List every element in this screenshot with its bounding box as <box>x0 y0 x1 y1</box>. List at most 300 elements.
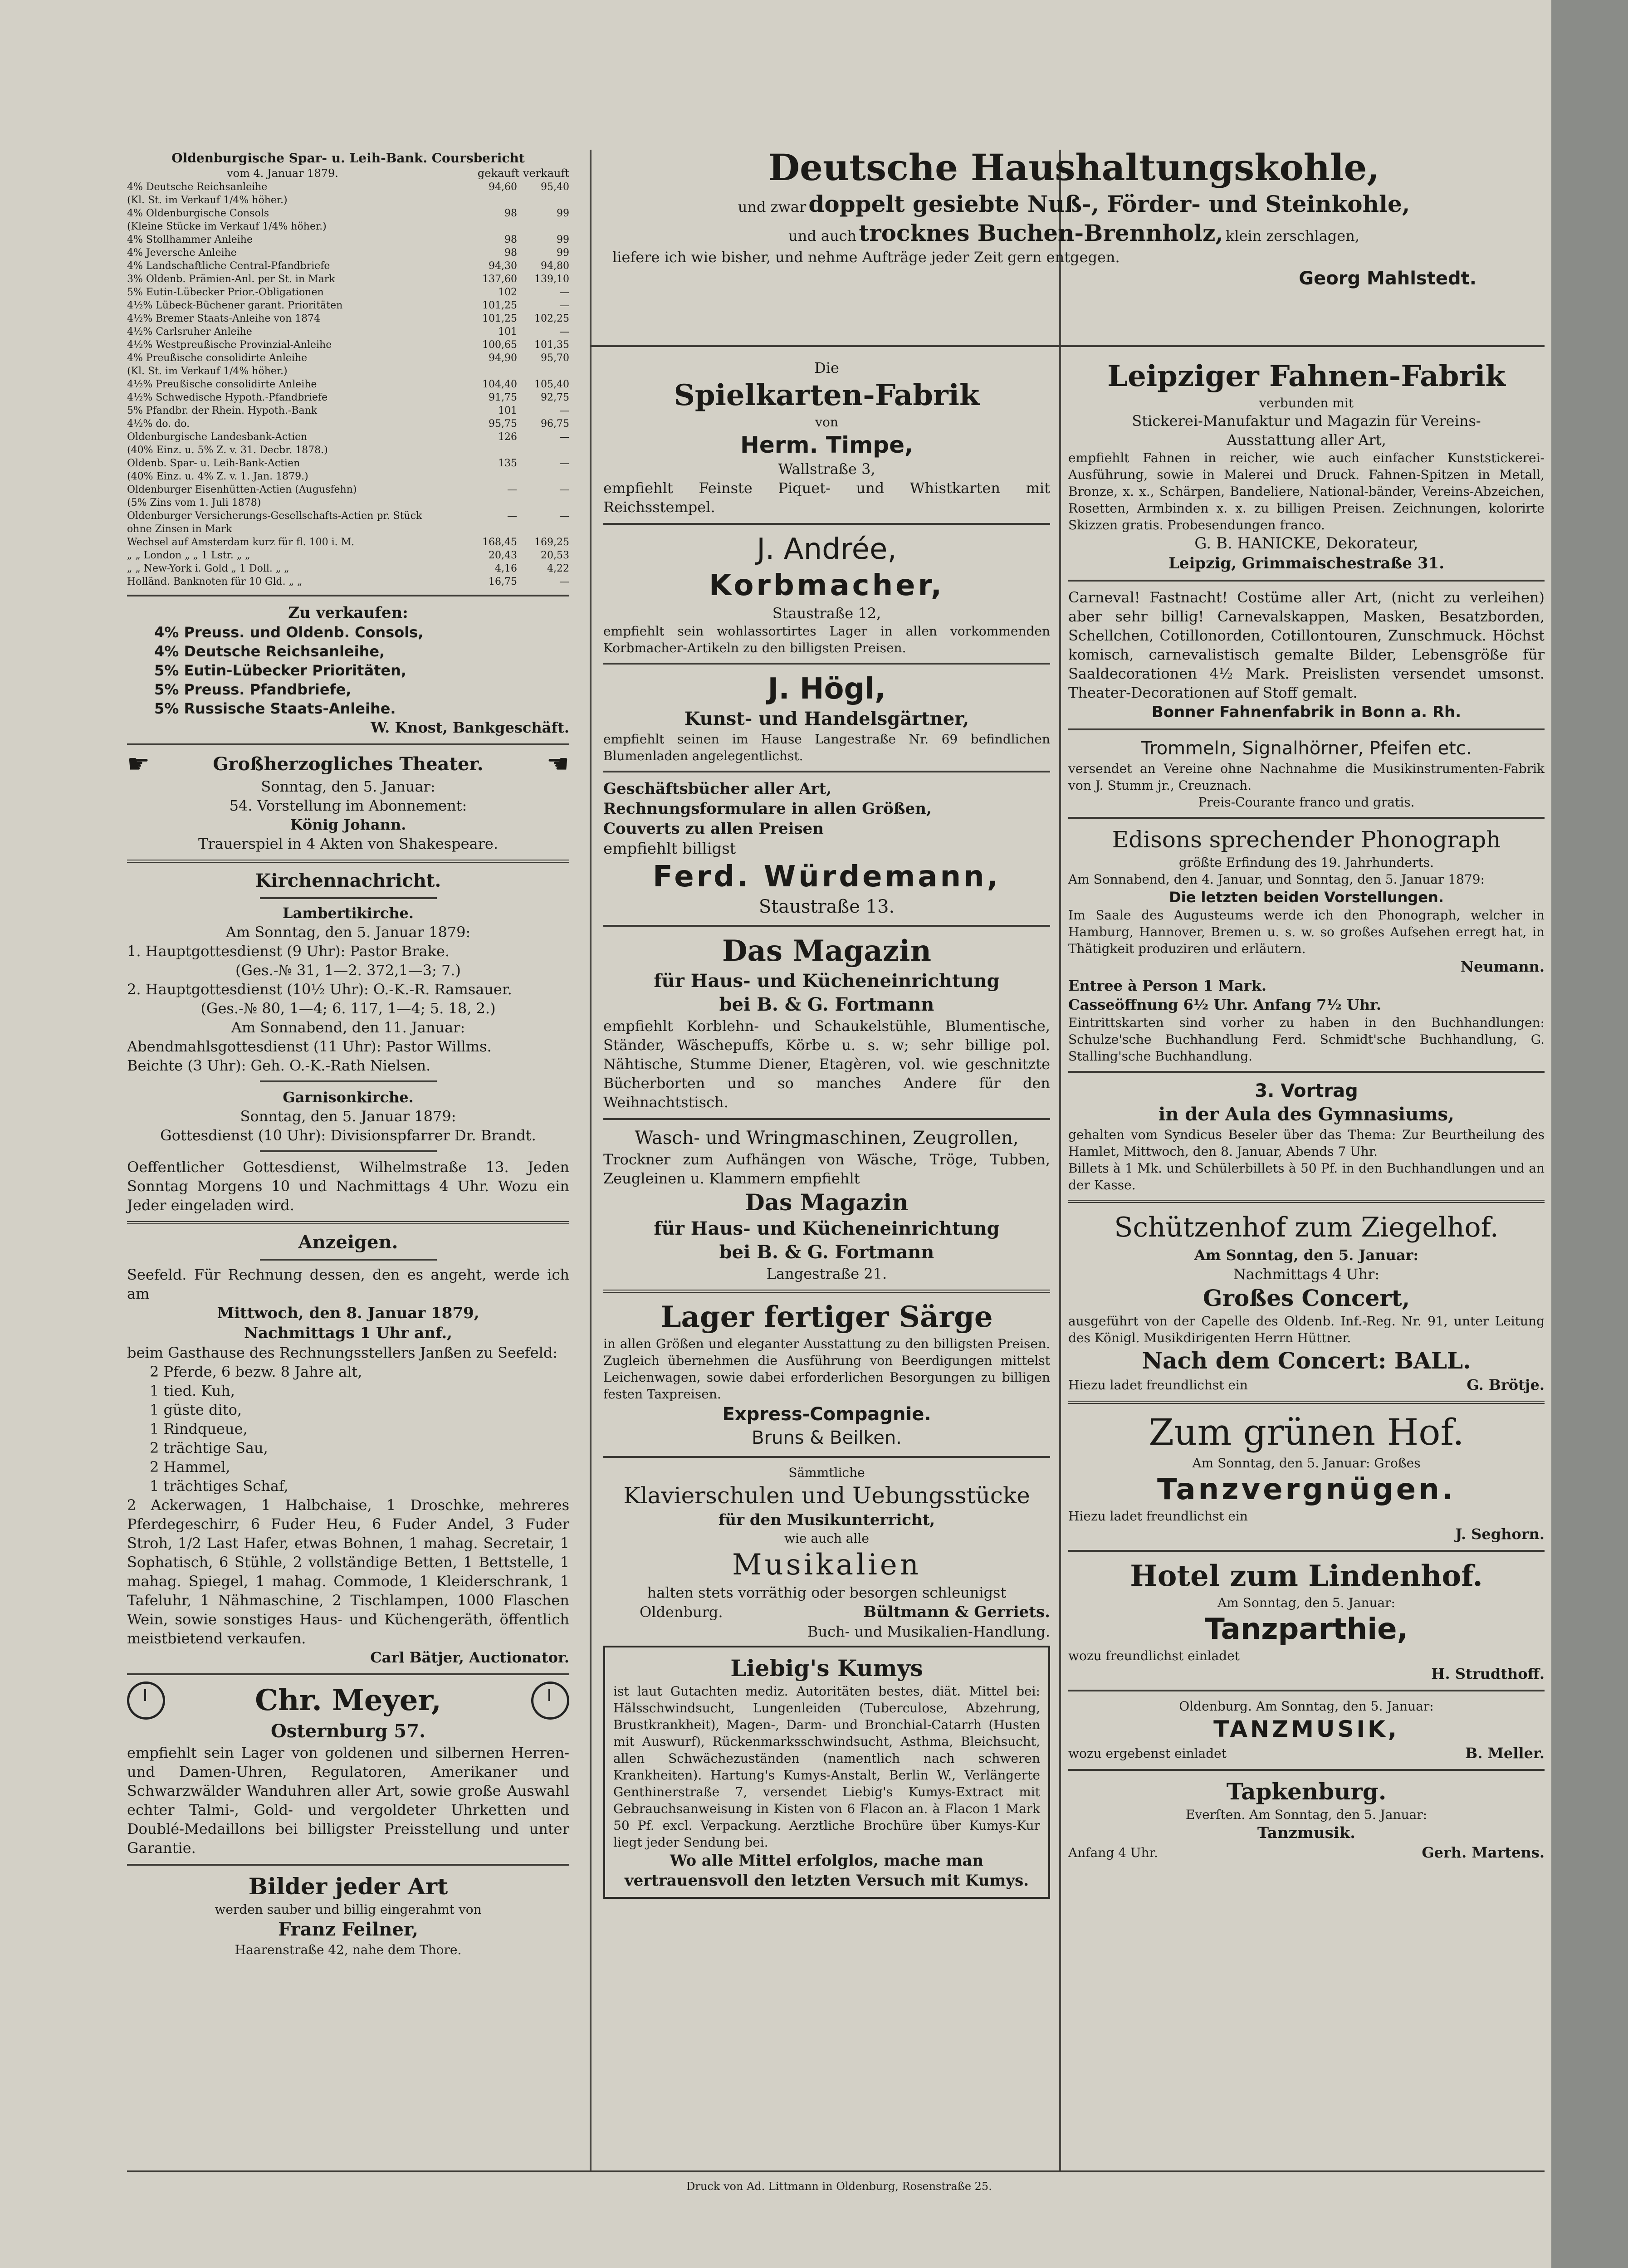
rate-sold: 102,25 <box>534 313 569 324</box>
tapkenburg-ad <box>1068 1777 1545 1862</box>
musik-line: Sämmtliche <box>788 1465 865 1480</box>
rate-bought: 20,43 <box>489 550 517 561</box>
andree-name: J. Andrée, <box>757 533 897 566</box>
clock-icon <box>531 1681 569 1720</box>
rate-bought: 137,60 <box>482 274 517 285</box>
lindenhof-ad <box>1068 1558 1545 1683</box>
fortmann-ad-1 <box>603 933 1050 1112</box>
andree-ad <box>603 531 1050 656</box>
timpe-body: empfiehlt Feinste Piquet- und Whistkarten mit Reichsstempel. <box>603 479 1050 516</box>
rate-bought: 95,75 <box>489 418 517 430</box>
bank-title: Oldenburgische Spar- u. Leih-Bank. Coursbericht <box>171 151 525 166</box>
rate-sold: 96,75 <box>541 418 569 430</box>
clock-icon <box>127 1681 165 1720</box>
meyer-body: empfiehlt sein Lager von goldenen und silbernen Herren- und Damen-Uhren, Regulatoren, Amerikaner und Schwarzwälder Wanduhren aller Art, sowie große Auswahl echter Talmi-, Gold- und vergoldeter Uhrketten und Doublé-Medaillons bei billigster Preisstellung und unter Garantie. <box>127 1744 569 1857</box>
auction-notice <box>127 1231 569 1667</box>
trommeln-ad <box>1068 737 1545 811</box>
edison-title: Edisons sprechender Phonograph <box>1112 826 1501 853</box>
column-left <box>127 150 569 1958</box>
schuetzenhof-body: ausgeführt von der Capelle des Oldenb. Inf.-Reg. Nr. 91, unter Leitung des Königl. Musikdirigenten Herrn Hüttner. <box>1068 1314 1545 1345</box>
tapkenburg-tanzmusik: Tanzmusik. <box>1257 1824 1356 1842</box>
feilner-ad <box>127 1872 569 1958</box>
kohle-text: und zwar <box>738 198 807 215</box>
sale-item: 5% Russische Staats-Anleihe. <box>154 700 396 717</box>
rate-bought: 101,25 <box>482 313 517 324</box>
tanzvergnuegen: Tanzvergnügen. <box>1157 1473 1456 1506</box>
spielkarten-die: Die <box>814 359 839 376</box>
tanzmusik-ad <box>1068 1698 1545 1763</box>
rate-row <box>127 391 569 404</box>
rate-sold: — <box>559 431 569 443</box>
auction-time: Nachmittags 1 Uhr anf., <box>244 1324 453 1342</box>
rate-name: (Kl. St. im Verkauf 1/4% höher.) <box>127 366 288 377</box>
auction-signature: Carl Bätjer, Auctionator. <box>370 1649 569 1666</box>
rate-row <box>127 430 569 444</box>
wuerdemann-address: Staustraße 13. <box>758 896 895 917</box>
rate-bought: 94,30 <box>489 260 517 272</box>
rate-sold: — <box>559 510 569 522</box>
lindenhof-title: Hotel zum Lindenhof. <box>1130 1559 1483 1593</box>
rate-sold: 94,80 <box>541 260 569 272</box>
express-sub: Bruns & Beilken. <box>752 1427 902 1448</box>
vortrag-ad <box>1068 1079 1545 1193</box>
auction-place: beim Gasthause des Rechnungsstellers Janßen zu Seefeld: <box>127 1344 558 1361</box>
hoegl-name: J. Högl, <box>768 672 886 706</box>
rate-name: ohne Zinsen in Mark <box>127 523 232 535</box>
edison-ad <box>1068 825 1545 1065</box>
saerge-title: Lager fertiger Särge <box>660 1300 993 1334</box>
column-rule-2 <box>1059 150 1061 2170</box>
musik-title: Klavierschulen und Uebungsstücke <box>623 1482 1030 1509</box>
musikalien: Musikalien <box>732 1548 922 1582</box>
rate-name: (5% Zins vom 1. Juli 1878) <box>127 497 261 508</box>
garnison-title: Garnisonkirche. <box>283 1089 414 1106</box>
rate-name: 4½% Lübeck-Büchener garant. Prioritäten <box>127 300 343 311</box>
pointing-hand-right-icon: ☛ <box>127 749 150 779</box>
rate-name: 5% Pfandbr. der Rhein. Hypoth.-Bank <box>127 405 318 416</box>
liebig-end: Wo alle Mittel erfolglos, mache man vertrauensvoll den letzten Versuch mit Kumys. <box>624 1852 1029 1890</box>
liebig-body: ist laut Gutachten mediz. Autoritäten bestes, diät. Mittel bei: Hälsschwindsucht, Lungenleiden (Tuberculose, Abzehrung, Brustkrankheit), Magen-, Darm- und Bronchial-Catarrh (Husten mit Auswurf), Rückenmarksschwindsucht, Asthma, Bleichsucht, allen Schwächezuständen (namentlich nach schweren Krankheiten). Hartung's Kumys-Anstalt, Berlin W., Verlängerte Genthinerstraße 7, versendet Liebig's Kumys-Extract mit Gebrauchsanweisung in Kisten von 6 Flacon an. à Flacon 1 Mark 50 Pf. excl. Verpackung. Aerztliche Brochüre über Kumys-Kur liegt jeder Sendung bei. <box>613 1684 1040 1850</box>
gruenerhof-line: Hiezu ladet freundlichst ein <box>1068 1509 1248 1524</box>
auction-item: 2 trächtige Sau, <box>150 1439 268 1457</box>
lindenhof-signature: H. Strudthoff. <box>1431 1665 1545 1682</box>
auction-intro: Seefeld. Für Rechnung dessen, den es angeht, werde ich am <box>127 1266 569 1302</box>
auction-item: 2 Pferde, 6 bezw. 8 Jahre alt, <box>150 1363 362 1380</box>
auction-body: 2 Ackerwagen, 1 Halbchaise, 1 Droschke, mehreres Pferdegeschirr, 6 Fuder Heu, 6 Fuder Andel, 3 Fuder Stroh, 1/2 Last Hafer, etwas Bohnen, 1 mahag. Secretair, 1 Sophatisch, 6 Stühle, 2 vollständige Betten, 1 Bettstelle, 1 mahag. Spiegel, 1 mahag. Commode, 1 Kleiderschrank, 1 Tafeluhr, 1 Nähmaschine, 2 Tischlampen, 1000 Flaschen Wein, sowie sonstiges Haus- und Küchengeräth, öffentlich meistbietend verkaufen. <box>127 1496 569 1647</box>
rate-bought: 16,75 <box>489 576 517 587</box>
tanzmusik-title: TANZMUSIK, <box>1213 1716 1399 1742</box>
church-title: Kirchennachricht. <box>255 870 441 891</box>
rate-row <box>127 273 569 286</box>
wuerdemann-ad <box>603 779 1050 919</box>
meyer-address: Osternburg 57. <box>270 1721 426 1742</box>
rate-sold: — <box>559 484 569 495</box>
rate-sold: 169,25 <box>534 537 569 548</box>
rate-sold: 105,40 <box>534 379 569 390</box>
rate-bought: 126 <box>498 431 517 443</box>
rate-name: 4½% Bremer Staats-Anleihe von 1874 <box>127 313 321 324</box>
tapkenburg-signature: Gerh. Martens. <box>1422 1844 1545 1861</box>
schuetzenhof-line: Hiezu ladet freundlichst ein <box>1068 1377 1248 1393</box>
concert-title: Großes Concert, <box>1203 1285 1410 1311</box>
rate-row <box>127 404 569 417</box>
musik-ad <box>603 1464 1050 1641</box>
rate-name: 4% Deutsche Reichsanleihe <box>127 181 268 193</box>
column-right <box>1068 358 1545 1862</box>
feilner-address: Haarenstraße 42, nahe dem Thore. <box>235 1942 462 1957</box>
rate-name: 3% Oldenb. Prämien-Anl. per St. in Mark <box>127 274 335 285</box>
liebig-ad <box>603 1646 1050 1899</box>
timpe-name: Herm. Timpe, <box>740 432 913 458</box>
church-line: Abendmahlsgottesdienst (11 Uhr): Pastor Willms. <box>127 1038 492 1055</box>
fahnen-ad <box>1068 358 1545 573</box>
kohle-text: und auch <box>788 227 857 244</box>
magazin-line: bei B. & G. Fortmann <box>719 994 934 1015</box>
rate-row <box>127 312 569 325</box>
tapkenburg-line: Anfang 4 Uhr. <box>1068 1845 1158 1860</box>
church-line: 2. Hauptgottesdienst (10½ Uhr): O.-K.-R. Ramsauer. <box>127 981 512 998</box>
church-line: Am Sonntag, den 5. Januar 1879: <box>225 924 471 941</box>
magazin-body: empfiehlt Korblehn- und Schaukelstühle, Blumentische, Ständer, Wäschepuffs, Körbe u. s. w; sehr billige pol. Nähtische, Stumme Diener, Etagèren, vol. wie geschnitzte Bücherborten und so manches Andere für den Weihnachtstisch. <box>603 1017 1050 1111</box>
rate-sold: — <box>559 405 569 416</box>
rate-name: 4% Stollhammer Anleihe <box>127 234 253 245</box>
footer-rule <box>127 2170 1545 2172</box>
rate-row <box>127 549 569 562</box>
rate-sold: — <box>559 458 569 469</box>
anzeigen-title: Anzeigen. <box>298 1232 398 1253</box>
sale-signature: W. Knost, Bankgeschäft. <box>371 719 569 736</box>
theater-performance: 54. Vorstellung im Abonnement: <box>229 797 467 814</box>
hanicke-address: Leipzig, Grimmaischestraße 31. <box>1168 554 1445 572</box>
rate-bought: 101,25 <box>482 300 517 311</box>
meyer-name: Chr. Meyer, <box>255 1683 441 1717</box>
express-name: Express-Compagnie. <box>722 1404 931 1425</box>
rate-name: (40% Einz. u. 5% Z. v. 31. Decbr. 1878.) <box>127 445 328 456</box>
rate-row <box>127 233 569 246</box>
saerge-body: in allen Größen und eleganter Ausstattung zu den billigsten Preisen. Zugleich übernehmen die Ausführung von Beerdigungen mittelst Leichenwagen, sowie dabei erforderlichen Besorgungen zu billigen festen Taxpreisen. <box>603 1336 1050 1402</box>
rate-row <box>127 352 569 365</box>
carneval-body: Carneval! Fastnacht! Costüme aller Art, (nicht zu verleihen) aber sehr billig! Carnevalskappen, Masken, Besatzborden, Schellchen, Cotillonorden, Cotillontouren, Zunschmuck. Höchst komisch, carnevalistisch gemalte Bilder, Lebensgröße für Saaldecorationen 4½ Mark. Preislisten versendet umsonst. Theater-Decorationen auf Stoff gemalt. <box>1068 589 1545 701</box>
theater-play: König Johann. <box>290 816 406 833</box>
edison-line: größte Erfindung des 19. Jahrhunderts. <box>1179 855 1434 870</box>
edison-body: Im Saale des Augusteums werde ich den Phonograph, welcher in Hamburg, Hannover, Bremen u. s. w. so großes Aufsehen erregt hat, in Thätigkeit produziren und erläutern. <box>1068 908 1545 956</box>
rate-sold: — <box>559 287 569 298</box>
edison-line: Entree à Person 1 Mark. <box>1068 977 1266 994</box>
rate-bought <box>465 194 517 207</box>
rate-name: 4% Preußische consolidirte Anleihe <box>127 352 308 364</box>
sale-item: 5% Preuss. Pfandbriefe, <box>154 681 352 698</box>
rate-name: Oldenburger Versicherungs-Gesellschafts-Actien pr. Stück <box>127 510 422 522</box>
auction-item: 1 güste dito, <box>150 1401 242 1418</box>
saerge-ad <box>603 1299 1050 1450</box>
rate-bought <box>465 444 517 457</box>
magazin-body: Trockner zum Aufhängen von Wäsche, Tröge, Tubben, Zeugleinen u. Klammern empfiehlt <box>603 1151 1050 1187</box>
lindenhof-line: wozu freundlichst einladet <box>1068 1648 1240 1663</box>
rate-row <box>127 220 569 233</box>
musik-line: halten stets vorräthig oder besorgen schleunigst <box>647 1584 1007 1601</box>
edison-line: Am Sonnabend, den 4. Januar, und Sonntag, den 5. Januar 1879: <box>1068 872 1485 887</box>
spielkarten-ad <box>603 358 1050 517</box>
tapkenburg-line: Everſten. Am Sonntag, den 5. Januar: <box>1185 1807 1428 1822</box>
rate-bought: — <box>507 484 517 495</box>
musik-line: für den Musikunterricht, <box>718 1511 935 1529</box>
hoegl-ad <box>603 671 1050 764</box>
edison-signature: Neumann. <box>1460 958 1545 975</box>
rate-row <box>127 338 569 352</box>
rate-name: „ „ New-York i. Gold „ 1 Doll. „ „ <box>127 563 289 574</box>
kohle-title: Deutsche Haushaltungskohle, <box>768 146 1380 189</box>
church-line: Gottesdienst (10 Uhr): Divisionspfarrer Dr. Brandt. <box>160 1127 536 1144</box>
rate-bought: 102 <box>498 287 517 298</box>
bank-date: vom 4. Januar 1879. <box>227 167 338 180</box>
rate-bought: 98 <box>504 208 517 219</box>
sale-item: 4% Deutsche Reichsanleihe, <box>154 643 385 660</box>
rate-bought: 98 <box>504 234 517 245</box>
rate-row <box>127 575 569 588</box>
church-notice <box>127 869 569 1215</box>
spielkarten-title: Spielkarten-Fabrik <box>674 378 980 412</box>
rate-name: (Kleine Stücke im Verkauf 1/4% höher.) <box>127 221 327 232</box>
rate-sold: 4,22 <box>547 563 569 574</box>
gruenerhof-signature: J. Seghorn. <box>1455 1525 1545 1543</box>
tanzmusik-signature: B. Meller. <box>1465 1745 1545 1762</box>
rate-sold: 95,70 <box>541 352 569 364</box>
church-line: 1. Hauptgottesdienst (9 Uhr): Pastor Brake. <box>127 943 450 960</box>
rate-name: Oldenburgische Landesbank-Actien <box>127 431 308 443</box>
magazin-line: für Haus- und Kücheneinrichtung <box>654 1218 1000 1239</box>
rate-row <box>127 365 569 378</box>
rate-sold: 20,53 <box>541 550 569 561</box>
magazin-address: Langestraße 21. <box>766 1265 887 1282</box>
bank-report <box>127 150 569 588</box>
sale-item: 4% Preuss. und Oldenb. Consols, <box>154 624 424 641</box>
rate-name: (40% Einz. u. 4% Z. v. 1. Jan. 1879.) <box>127 471 308 482</box>
rate-bought <box>465 470 517 483</box>
wuerdemann-line: empfiehlt billigst <box>603 840 736 858</box>
auction-item: 2 Hammel, <box>150 1458 230 1476</box>
rate-bought: 94,90 <box>489 352 517 364</box>
rate-bought: 135 <box>498 458 517 469</box>
kohle-text: klein zerschlagen, <box>1225 227 1359 244</box>
rate-sold: — <box>559 326 569 337</box>
rate-row <box>127 259 569 273</box>
carneval-signature: Bonner Fahnenfabrik in Bonn a. Rh. <box>1151 703 1462 721</box>
rate-row <box>127 562 569 575</box>
fahnen-line: verbunden mit <box>1259 396 1354 411</box>
schuetzenhof-title: Schützenhof zum Ziegelhof. <box>1114 1212 1499 1243</box>
rate-sold: — <box>559 576 569 587</box>
rate-name: (Kl. St. im Verkauf 1/4% höher.) <box>127 195 288 206</box>
pointing-hand-left-icon: ☚ <box>546 749 569 779</box>
rate-name: 4½% Schwedische Hypoth.-Pfandbriefe <box>127 392 328 403</box>
wuerdemann-name: Ferd. Würdemann, <box>653 860 1001 894</box>
rates-table <box>127 181 569 588</box>
magazin-line: bei B. & G. Fortmann <box>719 1242 934 1263</box>
tanzmusik-line: Oldenburg. Am Sonntag, den 5. Januar: <box>1179 1699 1434 1714</box>
rate-sold <box>517 496 569 509</box>
rate-sold: 101,35 <box>534 339 569 351</box>
rate-name: Holländ. Banknoten für 10 Gld. „ „ <box>127 576 303 587</box>
rate-row <box>127 246 569 259</box>
rate-bought: 94,60 <box>489 181 517 193</box>
rate-row <box>127 286 569 299</box>
schuetzenhof-line: Am Sonntag, den 5. Januar: <box>1194 1246 1419 1264</box>
edison-line: Eintrittskarten sind vorher zu haben in den Buchhandlungen: Schulze'sche Buchhandlung Ferd. Schmidt'sche Buchhandlung, G. Stalling'sche Buchhandlung. <box>1068 1015 1545 1064</box>
andree-trade: Korbmacher, <box>709 569 945 602</box>
rate-sold <box>517 444 569 457</box>
magazin-line: Wasch- und Wringmaschinen, Zeugrollen, <box>635 1128 1019 1149</box>
edison-line: Die letzten beiden Vorstellungen. <box>1169 889 1444 906</box>
rate-bought: — <box>507 510 517 522</box>
rate-row <box>127 509 569 523</box>
column-rule-1 <box>590 150 592 2170</box>
wuerdemann-line: Couverts zu allen Preisen <box>603 820 824 838</box>
tanzparthie: Tanzparthie, <box>1205 1613 1408 1646</box>
musik-city: Oldenburg. <box>640 1603 723 1621</box>
theater-title: Großherzogliches Theater. <box>213 753 484 775</box>
rate-row <box>127 207 569 220</box>
tanzmusik-line: wozu ergebenst einladet <box>1068 1745 1227 1761</box>
musik-firm: Bültmann & Gerriets. <box>863 1603 1050 1621</box>
liebig-title: Liebig's Kumys <box>730 1655 923 1681</box>
rate-bought: 91,75 <box>489 392 517 403</box>
kohle-wood: trocknes Buchen-Brennholz, <box>859 220 1223 246</box>
public-service: Oeffentlicher Gottesdienst, Wilhelmstraße 13. Jeden Sonntag Morgens 10 und Nachmittags 4 Uhr. Wozu ein Jeder eingeladen wird. <box>127 1158 569 1214</box>
rate-bought: 100,65 <box>482 339 517 351</box>
kohle-rule <box>590 345 1545 347</box>
rate-name: 5% Eutin-Lübecker Prior.-Obligationen <box>127 287 324 298</box>
rate-row <box>127 444 569 457</box>
auction-item: 1 trächtiges Schaf, <box>150 1477 288 1495</box>
rate-row <box>127 417 569 430</box>
rate-name: 4½% Carlsruher Anleihe <box>127 326 252 337</box>
rate-bought <box>465 496 517 509</box>
rate-row <box>127 325 569 338</box>
lindenhof-line: Am Sonntag, den 5. Januar: <box>1217 1595 1395 1610</box>
trommeln-line: Preis-Courante franco und gratis. <box>1198 795 1415 810</box>
wuerdemann-line: Rechnungsformulare in allen Größen, <box>603 800 932 818</box>
meyer-ad <box>127 1681 569 1857</box>
rate-bought: 4,16 <box>495 563 517 574</box>
printer-imprint: Druck von Ad. Littmann in Oldenburg, Rosenstraße 25. <box>686 2180 992 2193</box>
andree-address: Staustraße 12, <box>772 605 881 622</box>
fortmann-ad-2 <box>603 1126 1050 1283</box>
ball-line: Nach dem Concert: BALL. <box>1142 1347 1471 1374</box>
fahnen-line: Stickerei-Manufaktur und Magazin für Vereins- <box>1132 412 1481 430</box>
fahnen-title: Leipziger Fahnen-Fabrik <box>1107 359 1506 393</box>
bilder-line: werden sauber und billig eingerahmt von <box>215 1902 482 1917</box>
timpe-address: Wallstraße 3, <box>778 460 875 478</box>
rate-name: Oldenburger Eisenhütten-Actien (Augusfehn) <box>127 484 357 495</box>
rate-bought <box>465 365 517 378</box>
magazin-title: Das Magazin <box>745 1189 909 1216</box>
rate-bought: 104,40 <box>482 379 517 390</box>
rate-sold <box>517 470 569 483</box>
rate-sold: 139,10 <box>534 274 569 285</box>
rate-sold: 99 <box>557 208 569 219</box>
gruenerhof-ad <box>1068 1410 1545 1544</box>
rate-bought: 101 <box>498 405 517 416</box>
gruenerhof-title: Zum grünen Hof. <box>1149 1411 1464 1453</box>
kohle-ad <box>603 145 1545 290</box>
rate-sold: 95,40 <box>541 181 569 193</box>
rate-sold: 99 <box>557 247 569 259</box>
rate-row <box>127 496 569 509</box>
sale-item: 5% Eutin-Lübecker Prioritäten, <box>154 662 406 679</box>
theater-date: Sonntag, den 5. Januar: <box>261 778 435 795</box>
rate-sold <box>517 194 569 207</box>
musik-firm2: Buch- und Musikalien-Handlung. <box>807 1623 1050 1640</box>
rate-bought: 98 <box>504 247 517 259</box>
vortrag-line: in der Aula des Gymnasiums, <box>1159 1104 1454 1125</box>
page-edge <box>1551 0 1628 2268</box>
rate-row <box>127 523 569 536</box>
church-line: Beichte (3 Uhr): Geh. O.-K.-Rath Nielsen. <box>127 1057 431 1074</box>
rate-bought <box>465 523 517 536</box>
vortrag-line: Billets à 1 Mk. und Schülerbillets à 50 Pf. in den Buchhandlungen und an der Kasse. <box>1068 1161 1545 1193</box>
musik-line: wie auch alle <box>784 1531 869 1546</box>
schuetzenhof-signature: G. Brötje. <box>1467 1376 1545 1393</box>
rate-sold <box>517 523 569 536</box>
auction-item: 1 Rindqueue, <box>150 1420 248 1437</box>
auction-item: 1 tied. Kuh, <box>150 1382 235 1399</box>
rate-sold: — <box>559 300 569 311</box>
bilder-title: Bilder jeder Art <box>248 1873 448 1900</box>
church-line: Am Sonnabend, den 11. Januar: <box>231 1019 465 1036</box>
andree-body: empfiehlt sein wohlassortirtes Lager in allen vorkommenden Korbmacher-Artikeln zu den billigsten Preisen. <box>603 624 1050 655</box>
rate-name: Wechsel auf Amsterdam kurz für fl. 100 i. M. <box>127 537 355 548</box>
rate-row <box>127 299 569 312</box>
lamberti-title: Lambertikirche. <box>282 904 414 922</box>
schuetzenhof-line: Nachmittags 4 Uhr: <box>1233 1266 1380 1283</box>
kohle-text: liefere ich wie bisher, und nehme Aufträge jeder Zeit gern entgegen. <box>612 249 1120 266</box>
vortrag-body: gehalten vom Syndicus Beseler über das Thema: Zur Beurtheilung des Hamlet, Mittwoch, den 8. Januar, Abends 7 Uhr. <box>1068 1127 1545 1159</box>
hoegl-body: empfiehlt seinen im Hause Langestraße Nr. 69 befindlichen Blumenladen angelegentlichst. <box>603 732 1050 763</box>
rate-name: „ „ London „ „ 1 Lstr. „ „ <box>127 550 250 561</box>
tapkenburg-title: Tapkenburg. <box>1226 1778 1387 1805</box>
wuerdemann-line: Geschäftsbücher aller Art, <box>603 780 832 798</box>
rate-row <box>127 483 569 496</box>
column-middle <box>603 358 1050 1903</box>
rate-name: Oldenb. Spar- u. Leih-Bank-Actien <box>127 458 300 469</box>
kohle-products: doppelt gesiebte Nuß-, Förder- und Steinkohle, <box>808 191 1410 217</box>
church-line: Sonntag, den 5. Januar 1879: <box>240 1108 456 1125</box>
rate-sold: 99 <box>557 234 569 245</box>
sale-head: Zu verkaufen: <box>288 604 408 622</box>
theater-genre: Trauerspiel in 4 Akten von Shakespeare. <box>198 835 499 852</box>
rate-name: 4½% do. do. <box>127 418 190 430</box>
rate-row <box>127 194 569 207</box>
rate-sold <box>517 220 569 233</box>
auction-date: Mittwoch, den 8. Januar 1879, <box>217 1304 479 1322</box>
rate-row <box>127 378 569 391</box>
bank-columns-head: gekauft verkauft <box>477 167 569 180</box>
church-line: (Ges.-№ 31, 1—2. 372,1—3; 7.) <box>235 962 461 979</box>
fahnen-line: Ausstattung aller Art, <box>1227 431 1386 449</box>
rate-row <box>127 457 569 470</box>
church-line: (Ges.-№ 80, 1—4; 6. 117, 1—4; 5. 18, 2.) <box>200 1000 496 1017</box>
sale-notice <box>127 603 569 737</box>
rate-sold: 92,75 <box>541 392 569 403</box>
hanicke-firm: G. B. HANICKE, Dekorateur, <box>1194 534 1418 552</box>
rate-name: 4½% Preußische consolidirte Anleihe <box>127 379 317 390</box>
rate-name: 4% Landschaftliche Central-Pfandbriefe <box>127 260 330 272</box>
edison-line: Casseöffnung 6½ Uhr. Anfang 7½ Uhr. <box>1068 996 1382 1013</box>
rate-row <box>127 470 569 483</box>
feilner-name: Franz Feilner, <box>278 1919 419 1940</box>
rate-sold <box>517 365 569 378</box>
schuetzenhof-ad <box>1068 1209 1545 1394</box>
